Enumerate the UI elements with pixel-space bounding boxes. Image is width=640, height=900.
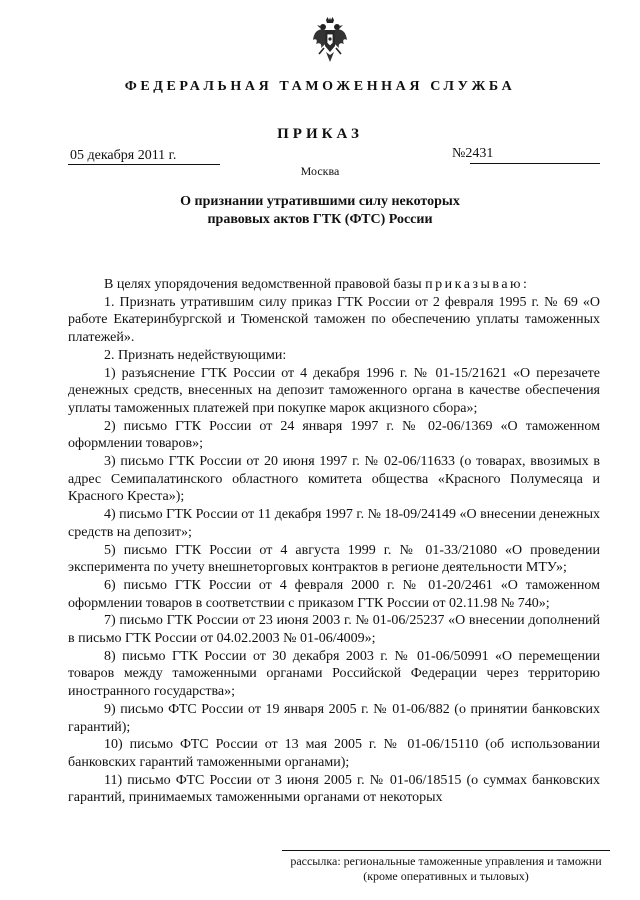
document-title — [0, 193, 640, 229]
intro-text: В целях упорядочения ведомственной правовой базы — [104, 277, 422, 292]
list-item: 9) письмо ФТС России от 19 января 2005 г. № 01-06/882 (о принятии банковских гарантий); — [68, 701, 600, 735]
list-item: 6) письмо ГТК России от 4 февраля 2000 г. № 01-20/2461 «О таможенном оформлении товаров в соответствии с приказом ГТК России от 02.11.98 № 740»; — [68, 577, 600, 611]
list-item: 4) письмо ГТК России от 11 декабря 1997 г. № 18-09/24149 «О внесении денежных средств на депозит»; — [68, 507, 600, 540]
footer-rule — [282, 850, 610, 851]
intro-paragraph — [68, 276, 600, 294]
document-body — [68, 276, 600, 807]
list-item: 2) письмо ГТК России от 24 января 1997 г. № 02-06/1369 «О таможенном оформлении товаров»; — [68, 418, 600, 452]
double-headed-eagle-icon — [312, 16, 348, 64]
document-type: ПРИКАЗ — [277, 126, 363, 142]
mailing-list — [282, 854, 610, 884]
order-word: приказываю: — [425, 277, 530, 292]
list-item: 5) письмо ГТК России от 4 августа 1999 г. № 01-33/21080 «О проведении эксперимента по учету внешнеторговых контрактов в регионе деятельности МТУ»; — [68, 542, 600, 576]
mailing-line-1: рассылка: региональные таможенные управления и таможни — [290, 854, 602, 868]
list-item: 7) письмо ГТК России от 23 июня 2003 г. № 01-06/25237 «О внесении дополнений в письмо ГТК России от 04.02.2003 № 01-06/4009»; — [68, 613, 600, 647]
mailing-line-2: (кроме оперативных и тыловых) — [363, 869, 529, 883]
agency-name: ФЕДЕРАЛЬНАЯ ТАМОЖЕННАЯ СЛУЖБА — [124, 79, 516, 94]
city: Москва — [300, 164, 340, 178]
list-item: 8) письмо ГТК России от 30 декабря 2003 г. № 01-06/50991 «О перемещении товаров между таможенными органами Российской Федерации через территорию иностранного государства»; — [68, 648, 600, 700]
title-line-2: правовых актов ГТК (ФТС) России — [207, 212, 433, 227]
paragraph-1: 1. Признать утратившим силу приказ ГТК России от 2 февраля 1995 г. № 69 «О работе Екатеринбургской и Тюменской таможен по обеспечению уплаты таможенных платежей». — [68, 294, 600, 346]
order-number: №2431 — [452, 146, 494, 161]
list-item: 3) письмо ГТК России от 20 июня 1997 г. № 02-06/11633 (о товарах, ввозимых в адрес Семипалатинского областного комитета общества «Красного Полумесяца и Красного Креста»); — [68, 454, 600, 505]
list-item: 10) письмо ФТС России от 13 мая 2005 г. № 01-06/15110 (об использовании банковских гарантий таможенными органами); — [68, 737, 600, 770]
paragraph-2: 2. Признать недействующими: — [104, 347, 287, 363]
order-date: 05 декабря 2011 г. — [70, 148, 177, 163]
list-item: 11) письмо ФТС России от 3 июня 2005 г. № 01-06/18515 (о суммах банковских гарантий, принимаемых таможенными органами от некоторых — [68, 772, 600, 806]
title-line-1: О признании утратившими силу некоторых — [180, 194, 460, 209]
list-item: 1) разъяснение ГТК России от 4 декабря 1996 г. № 01-15/21621 «О перезачете денежных средств, внесенных на депозит таможенного органа в качестве обеспечения уплаты таможенных платежей при покупке марок акцизного сбора»; — [68, 365, 600, 416]
